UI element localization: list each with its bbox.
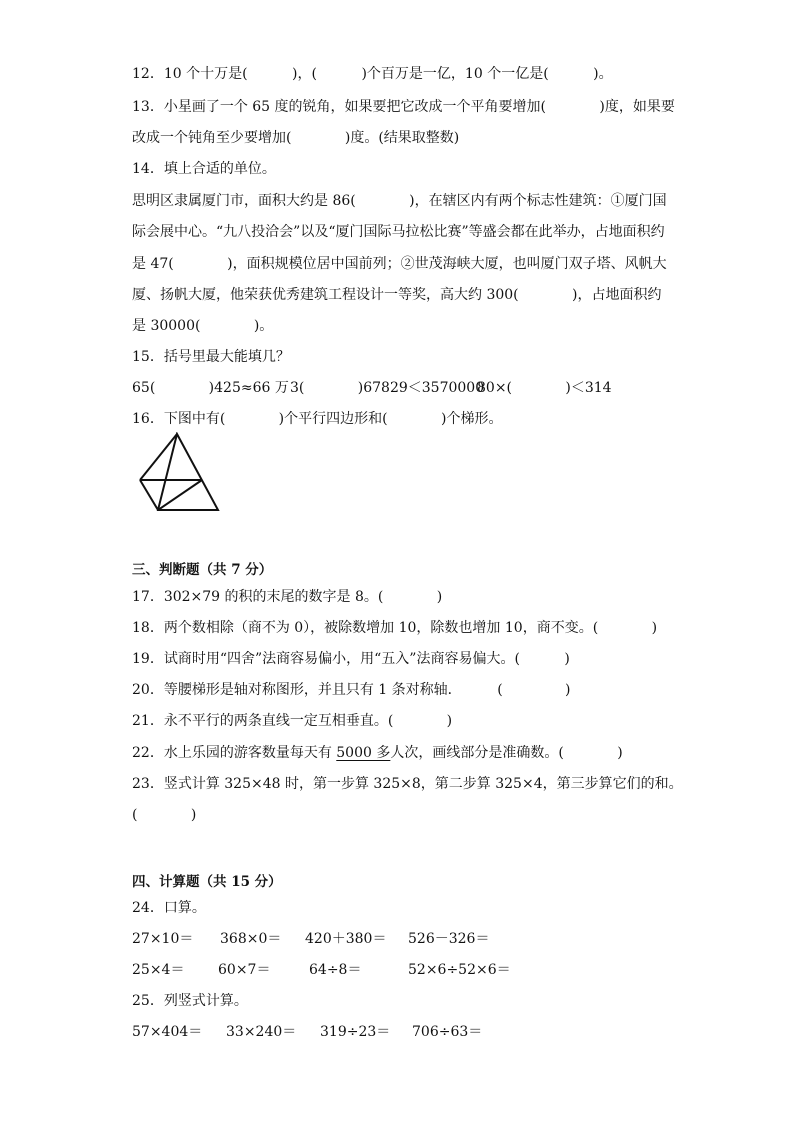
question-23: 23．竖式计算 325×48 时，第一步算 325×8，第二步算 325×4，第三步算它们的和。 <box>132 776 683 792</box>
question-13-line2: 改成一个钝角至少要增加( )度。(结果取整数) <box>132 130 460 146</box>
question-14-passage-line4: 厦、扬帆大厦，他荣获优秀建筑工程设计一等奖，高大约 300( )，占地面积约 <box>132 287 662 303</box>
calc-row1-item3: 420＋380＝ <box>305 931 387 947</box>
question-15-item-a: 65( )425≈66 万 <box>132 380 289 396</box>
question-22-underlined: 5000 多 <box>336 745 391 761</box>
question-14-passage-line5: 是 30000( )。 <box>132 318 274 334</box>
question-13-line1: 13．小星画了一个 65 度的锐角，如果要把它改成一个平角要增加( )度，如果要 <box>132 99 675 115</box>
section-4-heading: 四、计算题（共 15 分） <box>132 874 282 890</box>
question-20: 20．等腰梯形是轴对称图形，并且只有 1 条对称轴． ( ) <box>132 682 571 698</box>
question-14-passage-line2: 际会展中心。“九八投洽会”以及“厦门国际马拉松比赛”等盛会都在此举办，占地面积约 <box>132 224 665 240</box>
question-15-item-b: 3( )67829＜3570000 <box>290 380 485 396</box>
calc-row1-item1: 27×10＝ <box>132 931 194 947</box>
calc-row2-item1: 25×4＝ <box>132 962 185 978</box>
question-16: 16．下图中有( )个平行四边形和( )个梯形。 <box>132 411 503 427</box>
question-22-suffix: 人次，画线部分是准确数。( ) <box>390 745 623 761</box>
question-24: 24．口算。 <box>132 900 206 916</box>
calc-row2-item2: 60×7＝ <box>218 962 271 978</box>
calc-row3-item1: 57×404＝ <box>132 1024 203 1040</box>
question-22 <box>132 743 623 763</box>
calc-row3-item3: 319÷23＝ <box>320 1024 391 1040</box>
lower-left-segment <box>140 480 158 510</box>
question-12: 12．10 个十万是( )，( )个百万是一亿，10 个一亿是( )。 <box>132 66 613 82</box>
question-14-passage-line1: 思明区隶属厦门市，面积大约是 86( )，在辖区内有两个标志性建筑：①厦门国 <box>132 193 667 209</box>
calc-row3-item4: 706÷63＝ <box>412 1024 483 1040</box>
question-17: 17．302×79 的积的末尾的数字是 8。( ) <box>132 589 443 605</box>
question-18: 18．两个数相除（商不为 0），被除数增加 10，除数也增加 10，商不变。( ) <box>132 620 658 636</box>
question-21: 21．永不平行的两条直线一定互相垂直。( ) <box>132 713 453 729</box>
question-15: 15．括号里最大能填几？ <box>132 349 290 365</box>
calc-row3-item2: 33×240＝ <box>226 1024 297 1040</box>
question-14: 14．填上合适的单位。 <box>132 161 276 177</box>
question-19: 19．试商时用“四舍”法商容易偏小，用“五入”法商容易偏大。( ) <box>132 651 570 667</box>
calc-row1-item4: 526－326＝ <box>408 931 490 947</box>
question-15-item-c: 80×( )＜314 <box>477 380 612 396</box>
triangle-figure <box>132 432 222 514</box>
question-22-prefix: 22．水上乐园的游客数量每天有 <box>132 745 337 761</box>
calc-row2-item4: 52×6÷52×6＝ <box>408 962 511 978</box>
question-23-answer-paren: ( ) <box>132 807 197 823</box>
calc-row1-item2: 368×0＝ <box>220 931 282 947</box>
calc-row2-item3: 64÷8＝ <box>309 962 362 978</box>
section-3-heading: 三、判断题（共 7 分） <box>132 562 273 578</box>
question-25: 25．列竖式计算。 <box>132 993 248 1009</box>
question-14-passage-line3: 是 47( )，面积规模位居中国前列；②世茂海峡大厦，也叫厦门双子塔、风帆大 <box>132 256 667 272</box>
